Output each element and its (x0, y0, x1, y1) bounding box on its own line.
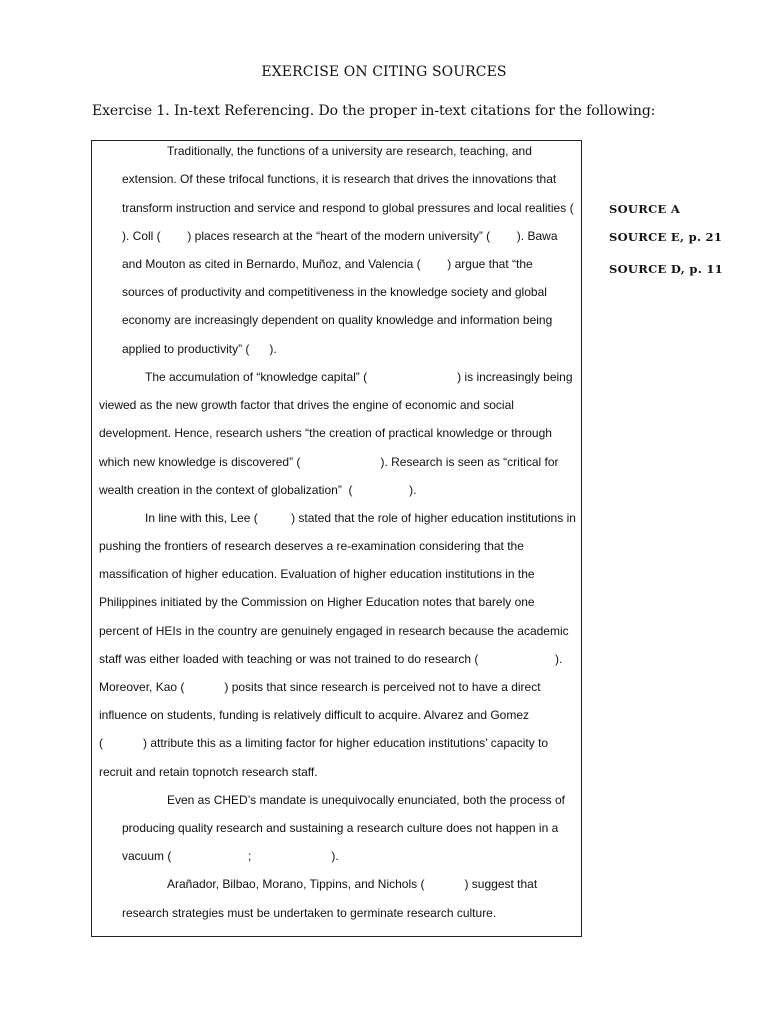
passage-line: viewed as the new growth factor that drives the engine of economic and social (99, 398, 514, 412)
passage-line: Even as CHED’s mandate is unequivocally enunciated, both the process of (167, 793, 566, 807)
passage-line: Arañador, Bilbao, Morano, Tippins, and Nichols ( ) suggest that (167, 877, 538, 891)
passage-line: applied to productivity” ( ). (122, 342, 277, 356)
document-title: EXERCISE ON CITING SOURCES (261, 64, 507, 80)
passage-line: The accumulation of “knowledge capital” ( ) is increasingly being (145, 370, 573, 384)
passage-line: massification of higher education. Evaluation of higher education institutions in the (99, 567, 535, 581)
passage-line: development. Hence, research ushers “the creation of practical knowledge or through (99, 426, 552, 440)
passage-line: influence on students, funding is relatively difficult to acquire. Alvarez and Gomez (99, 708, 530, 722)
passage-line: sources of productivity and competitiveness in the knowledge society and global (122, 285, 547, 299)
passage-line: recruit and retain topnotch research staff. (99, 765, 318, 779)
passage-line: Philippines initiated by the Commission on Higher Education notes that barely one (99, 595, 535, 609)
passage-line: and Mouton as cited in Bernardo, Muñoz, and Valencia ( ) argue that “the (122, 257, 533, 271)
passage-line: percent of HEIs in the country are genuinely engaged in research because the academic (99, 624, 569, 638)
passage-line: extension. Of these trifocal functions, it is research that drives the innovations that (122, 172, 557, 186)
exercise-heading: Exercise 1. In-text Referencing. Do the proper in-text citations for the following: (92, 103, 656, 119)
passage-line: ). Coll ( ) places research at the “heart of the modern university” ( ). Bawa (122, 229, 558, 243)
passage-line: Moreover, Kao ( ) posits that since research is perceived not to have a direct (99, 680, 541, 694)
passage-line: research strategies must be undertaken to germinate research culture. (122, 906, 497, 920)
passage-line: vacuum ( ; ). (122, 849, 339, 863)
passage-line: pushing the frontiers of research deserves a re-examination considering that the (99, 539, 524, 553)
source-label: SOURCE D, p. 11 (609, 262, 723, 276)
passage-line: which new knowledge is discovered” ( ). Research is seen as “critical for (99, 455, 559, 469)
passage-line: economy are increasingly dependent on quality knowledge and information being (122, 313, 553, 327)
passage-line: producing quality research and sustaining a research culture does not happen in a (122, 821, 559, 835)
passage-line: In line with this, Lee ( ) stated that the role of higher education institutions in (145, 511, 576, 525)
passage-line: staff was either loaded with teaching or was not trained to do research ( ). (99, 652, 563, 666)
source-label: SOURCE A (609, 202, 681, 216)
source-label: SOURCE E, p. 21 (609, 230, 723, 244)
passage-line: Traditionally, the functions of a university are research, teaching, and (167, 144, 532, 158)
passage-line: ( ) attribute this as a limiting factor for higher education institutions’ capacity to (99, 736, 549, 750)
passage-line: transform instruction and service and respond to global pressures and local realities ( (122, 201, 574, 215)
passage-line: wealth creation in the context of globalization” ( ). (99, 483, 417, 497)
